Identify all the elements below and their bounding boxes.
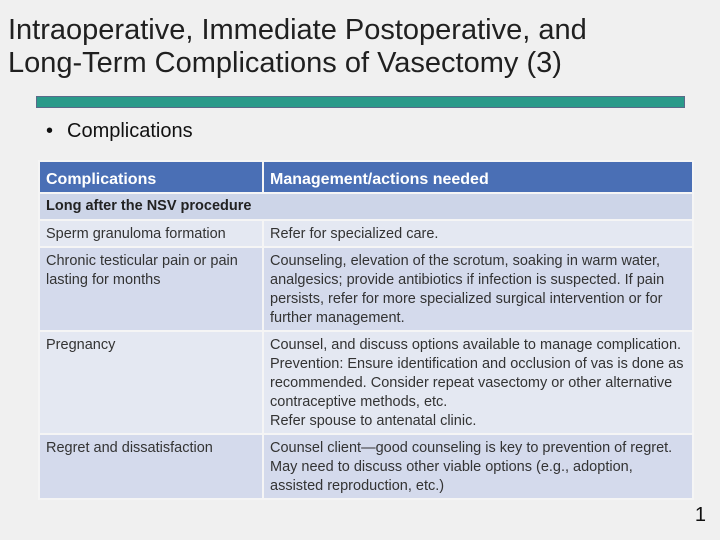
complication-cell: Regret and dissatisfaction <box>39 434 263 499</box>
table-row <box>39 434 693 499</box>
management-cell: Counsel client—good counseling is key to prevention of regret. May need to discuss other viable options (e.g., adoption, assisted reproduction, etc.) <box>263 434 693 499</box>
complication-cell: Chronic testicular pain or pain lasting for months <box>39 247 263 331</box>
management-cell: Counseling, elevation of the scrotum, soaking in warm water, analgesics; provide antibiotics if infection is suspected. If pain persists, refer for more specialized surgical intervention or for further management. <box>263 247 693 331</box>
title-line-1: Intraoperative, Immediate Postoperative, and <box>8 14 587 46</box>
table-row <box>39 220 693 247</box>
bullet-dot-icon: • <box>46 120 54 142</box>
management-cell <box>263 331 693 434</box>
bullet-item <box>46 120 193 143</box>
complications-table <box>38 160 694 500</box>
header-complications: Complications <box>39 161 263 193</box>
page-number: 1 <box>694 504 706 526</box>
table-row <box>39 247 693 331</box>
management-extra-text: Refer spouse to antenatal clinic. <box>270 413 477 429</box>
section-row <box>39 193 693 220</box>
slide-title <box>8 14 713 80</box>
section-label: Long after the NSV procedure <box>39 193 693 220</box>
title-line-2: Long-Term Complications of Vasectomy (3) <box>8 47 562 79</box>
management-cell: Refer for specialized care. <box>263 220 693 247</box>
table-header-row <box>39 161 693 193</box>
bullet-text: Complications <box>67 120 193 142</box>
management-text: Counsel, and discuss options available to manage complication. Prevention: Ensure identification and occlusion of vas is done as recommended. Consider repeat vasectomy or other alternative contraceptive methods, etc. <box>270 337 684 410</box>
complication-cell: Sperm granuloma formation <box>39 220 263 247</box>
complication-cell: Pregnancy <box>39 331 263 434</box>
title-divider <box>36 96 685 108</box>
header-management: Management/actions needed <box>263 161 693 193</box>
table-row <box>39 331 693 434</box>
